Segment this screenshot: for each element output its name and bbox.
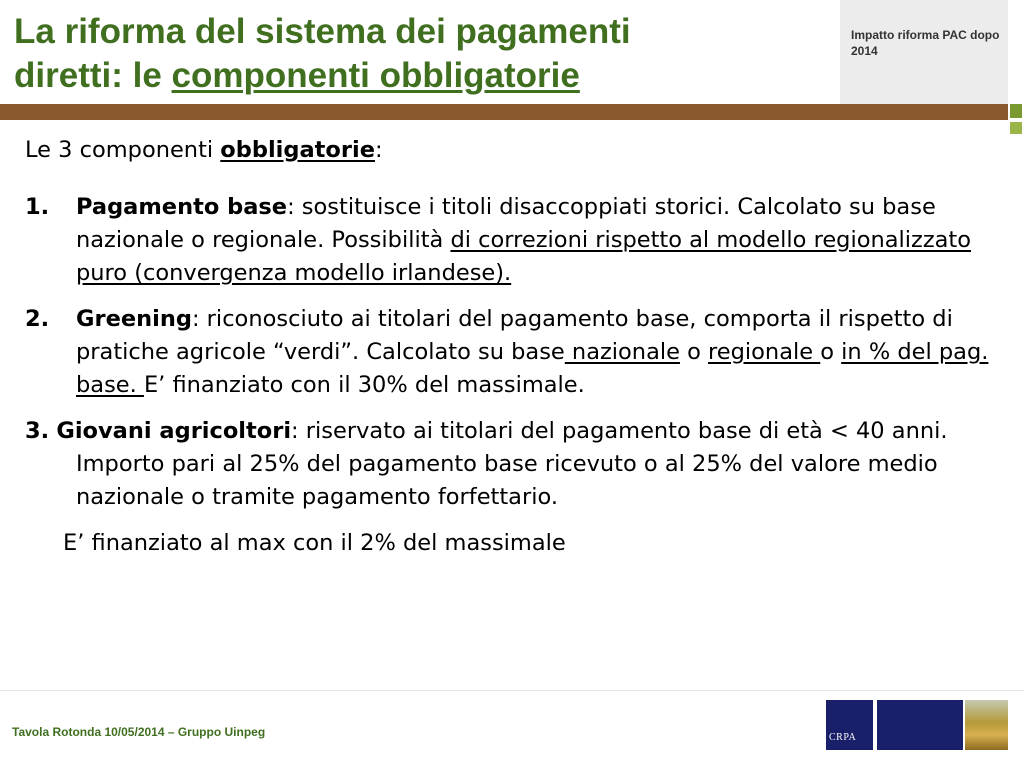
title-line-2-underlined: componenti obbligatorie xyxy=(171,56,580,95)
title-line-1: La riforma del sistema dei pagamenti xyxy=(14,12,631,51)
title-area xyxy=(0,0,840,104)
slide-title xyxy=(14,10,834,98)
decorative-square-top xyxy=(1010,104,1022,118)
intro-line xyxy=(25,134,1000,167)
list-item-title: Pagamento base xyxy=(76,194,288,220)
corner-label-box xyxy=(840,0,1008,104)
list-item-title: Greening xyxy=(76,306,192,332)
list-item-greening xyxy=(25,303,1000,402)
intro-suffix: : xyxy=(374,137,383,163)
intro-emphasis: obbligatorie xyxy=(220,137,375,163)
list-item-text: : riconosciuto ai titolari del pagamento base, comporta il rispetto di pratiche agricole “verdi”. Calcolato su base xyxy=(76,306,953,365)
decorative-square-bottom xyxy=(1010,122,1022,134)
underlined-regionale: regionale xyxy=(708,339,821,365)
footer-text: Tavola Rotonda 10/05/2014 – Gruppo Uinpeg xyxy=(12,725,266,739)
list-item-giovani-agricoltori xyxy=(25,415,1000,514)
title-line-2-prefix: diretti: le xyxy=(14,56,172,95)
corner-label: Impatto riforma PAC dopo 2014 xyxy=(851,28,1000,58)
underlined-percent: in % del pag. base. xyxy=(76,339,989,398)
crpa-logo xyxy=(826,700,873,750)
list-item-text: : riservato ai titolari del pagamento base di età < 40 anni. Importo pari al 25% del pagamento base ricevuto o al 25% del valore medio nazionale o tramite pagamento forfettario. xyxy=(76,418,948,510)
list-item-underlined: di correzioni rispetto al modello regionalizzato puro (convergenza modello irlandese). xyxy=(76,227,972,286)
list-item-number: 3. xyxy=(25,418,50,444)
list-item-title: Giovani agricoltori xyxy=(56,418,292,444)
underlined-nazionale: nazionale xyxy=(564,339,680,365)
header-divider-bar xyxy=(0,104,1008,120)
crpa-logo-text: CRPA xyxy=(829,732,857,743)
list-item-pagamento-base xyxy=(25,191,1000,290)
list-item-number: 2. xyxy=(25,306,50,332)
list-item-text-2: o xyxy=(679,339,709,365)
hay-bales-photo xyxy=(965,700,1008,750)
list-item-text-3: o xyxy=(820,339,842,365)
components-list xyxy=(25,191,1000,514)
list-item-text: : sostituisce i titoli disaccoppiati storici. Calcolato su base nazionale o regionale. Possibilità xyxy=(76,194,936,253)
list-item-text-4: E’ finanziato con il 30% del massimale. xyxy=(143,372,585,398)
logo-panel xyxy=(877,700,963,750)
financing-note: E’ finanziato al max con il 2% del massimale xyxy=(63,530,566,556)
intro-prefix: Le 3 componenti xyxy=(25,137,221,163)
footer-divider xyxy=(0,690,1024,691)
slide-body xyxy=(25,134,1000,560)
list-item-number: 1. xyxy=(25,194,50,220)
